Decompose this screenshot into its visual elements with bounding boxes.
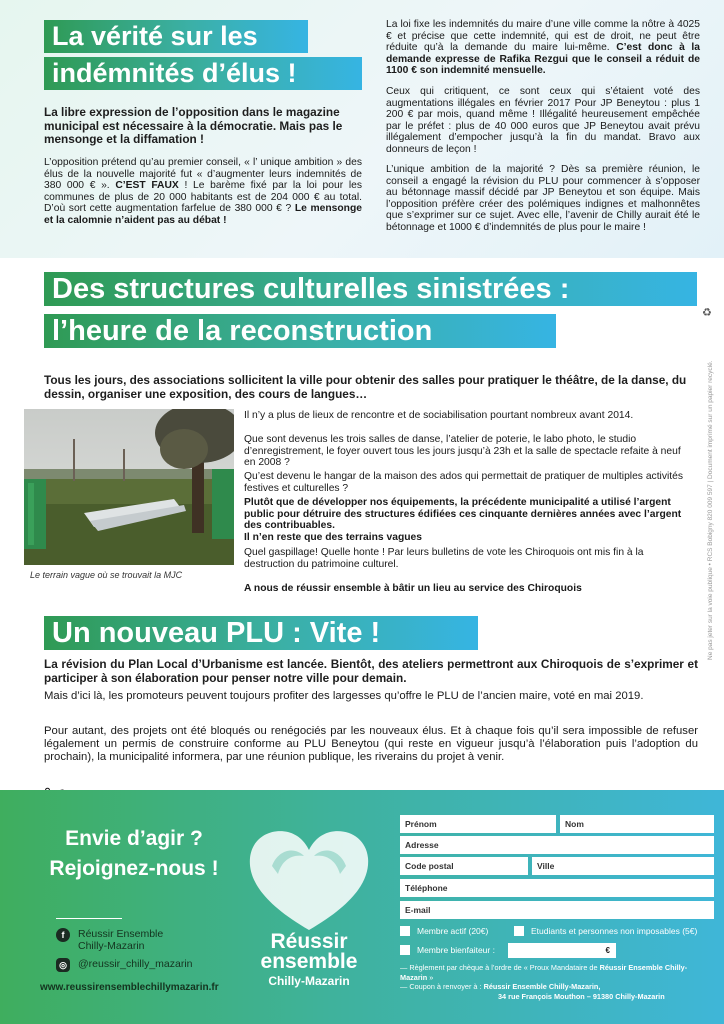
section2-p6: A nous de réussir ensemble à bâtir un lieu au service des Chiroquois — [244, 583, 582, 594]
nom-field[interactable]: Nom — [560, 815, 714, 833]
join-us-callout: Envie d’agir ? Rejoignez-nous ! — [49, 827, 219, 880]
ville-field[interactable]: Ville — [532, 857, 714, 875]
facebook-icon: f — [56, 928, 70, 942]
section3-lead: La révision du Plan Local d’Urbanisme est lancée. Bientôt, des ateliers permettront aux Chiroquois de s’exprimer et participer à son élaboration pour penser notre ville pour demain. — [44, 657, 698, 685]
mailing-note: — Coupon à renvoyer à : Réussir Ensemble Chilly-Mazarin, — [400, 982, 601, 991]
etudiants-label: Etudiants et personnes non imposables (5€) — [531, 926, 698, 936]
section2-lead: Tous les jours, des associations sollicitent la ville pour obtenir des salles pour pratiquer le théâtre, de la danse, du dessin, organiser une exposition, des cours de langues… — [44, 373, 687, 401]
membre-actif-checkbox[interactable] — [400, 926, 410, 936]
email-field[interactable]: E-mail — [400, 901, 714, 919]
photo-caption: Le terrain vague où se trouvait la MJC — [30, 570, 183, 580]
telephone-field[interactable]: Téléphone — [400, 879, 714, 897]
heart-logo-icon — [244, 826, 374, 936]
photo-illustration — [24, 409, 234, 565]
mailing-address: 34 rue François Mouthon – 91380 Chilly-Mazarin — [498, 992, 665, 1001]
recycle-icon: ♻ — [702, 307, 712, 319]
section2-p2: Que sont devenus les trois salles de danse, l’atelier de poterie, le labo photo, le studio d’enregistrement, le foyer ouvert tous les jours jusqu’à 23h et la salle de spectacle refaite à neuf en 2008 ? — [244, 434, 681, 469]
membre-actif-label: Membre actif (20€) — [417, 926, 489, 936]
footer-divider — [56, 918, 122, 919]
section2-title-line2: l’heure de la reconstruction — [44, 314, 556, 348]
logo-wordmark: Réussir ensemble Chilly-Mazarin — [260, 930, 358, 988]
section2-p5: Quel gaspillage! Quelle honte ! Par leurs bulletins de vote les Chiroquois ont mis fin à la destruction du patrimoine culturel. — [244, 547, 644, 570]
section3-title: Un nouveau PLU : Vite ! — [44, 616, 478, 650]
section1-paragraph: L’opposition prétend qu’au premier conseil, « l’ unique ambition » des élus de la nouvelle majorité fut « d’augmenter leurs indemnités de 380 000 € ». C’EST FAUX ! Le barème fixé par la loi pour les communes de plus de 20 000 habitants est de 204 000 € au total. D’où sort cette augmentation farfelue de 380 000 € ? Le mensonge et la calomnie n’aident pas au débat ! — [44, 157, 362, 226]
section1-lead: La libre expression de l’opposition dans le magazine municipal est nécessaire à la démocratie. Mais pas le mensonge et la diffamation ! — [44, 105, 343, 146]
adresse-field[interactable]: Adresse — [400, 836, 714, 854]
section1-title-line2: indémnités d’élus ! — [44, 57, 362, 90]
section2-p3: Qu’est devenu le hangar de la maison des ados qui permettait de pratiquer de multiples activités festives et culturelles ? — [244, 471, 684, 494]
instagram-icon: ◎ — [56, 958, 70, 972]
bienfaiteur-amount-field[interactable]: € — [508, 943, 616, 958]
section3-p2: Pour autant, des projets ont été bloqués ou renégociés par les nouveaux élus. Et à chaque fois qu’il sera impossible de refuser légalement un permis de construire conforme au PLU Beneytou (qui reste en vigueur jusqu’à l’élaboration puis l’adoption du prochain), la municipalité informera, par une réunion publique, les riverains du projet à venir. — [44, 725, 698, 763]
section2-p4: Plutôt que de développer nos équipements, la précédente municipalité a utilisé l’argent public pour détruire des structures édifiées ces cinquante dernières années avec l’argent des contribuables. Il n’en reste que des terrains vagues — [244, 497, 682, 543]
section1-title-line1: La vérité sur les — [44, 20, 308, 53]
website-link[interactable]: www.reussirensemblechillymazarin.fr — [40, 982, 219, 993]
code-postal-field[interactable]: Code postal — [400, 857, 528, 875]
prenom-field[interactable]: Prénom — [400, 815, 556, 833]
mjc-vacant-lot-photo — [24, 409, 234, 565]
section1-col2-p3: L’unique ambition de la majorité ? Dès sa première réunion, le conseil a engagé la révision du PLU pour commencer à s’opposer au bétonnage massif décidé par JP Beneytou et son équipe. Mais l’opposition préfère créer des polémiques indignes et malhonnêtes que s’exprimer sur ce sujet. Avec elle, l’avenir de Chilly aurait été le bétonnage et 1000 € d’indemnités de plus pour le maire ! — [386, 164, 700, 233]
section3-p1: Mais d’ici là, les promoteurs peuvent toujours profiter des largesses qu’offre le PLU de l’ancien maire, voté en mai 2019. — [44, 690, 644, 702]
facebook-link[interactable]: f Réussir Ensemble Chilly-Mazarin — [56, 928, 163, 952]
reussir-ensemble-logo — [244, 826, 374, 936]
section1-col2-p2: Ceux qui critiquent, ce sont ceux qui s’étaient voté des augmentations illégales en février 2017 Pour JP Beneytou : plus 1 200 € par mois, quand même ! Illégalité heureusement empêchée par le préfet : plus de 40 000 euros que JP Beneytou avait prévu illégalement d’empocher jusqu’à la fin du mandat. Bravo aux donneurs de leçon ! — [386, 86, 700, 155]
section2-title-line1: Des structures culturelles sinistrées : — [44, 272, 697, 306]
section2-p1: Il n’y a plus de lieux de rencontre et de sociabilisation pourtant nombreux avant 2014. — [244, 410, 634, 421]
bienfaiteur-checkbox[interactable] — [400, 945, 410, 955]
instagram-link[interactable]: ◎ @reussir_chilly_mazarin — [56, 958, 193, 972]
etudiants-checkbox[interactable] — [514, 926, 524, 936]
side-legal-note: Ne pas jeter sur la voie publique • RCS Bobigny 820 009 597 | Document imprimé sur un papier recyclé. — [707, 360, 714, 660]
section1-col2-p1: La loi fixe les indemnités du maire d’une ville comme la nôtre à 4025 € et précise que cette indemnité, qui est de droit, ne peut être réduite qu’à la demande du maire lui-même. C’est donc à la demande expresse de Rafika Rezgui que le conseil a réduit de 1100 € son indemnité mensuelle. — [386, 19, 700, 77]
payment-note: — Règlement par chèque à l’ordre de « Proux Mandataire de Réussir Ensemble Chilly-Mazarin » — [400, 963, 688, 982]
bienfaiteur-label: Membre bienfaiteur : — [417, 945, 495, 955]
